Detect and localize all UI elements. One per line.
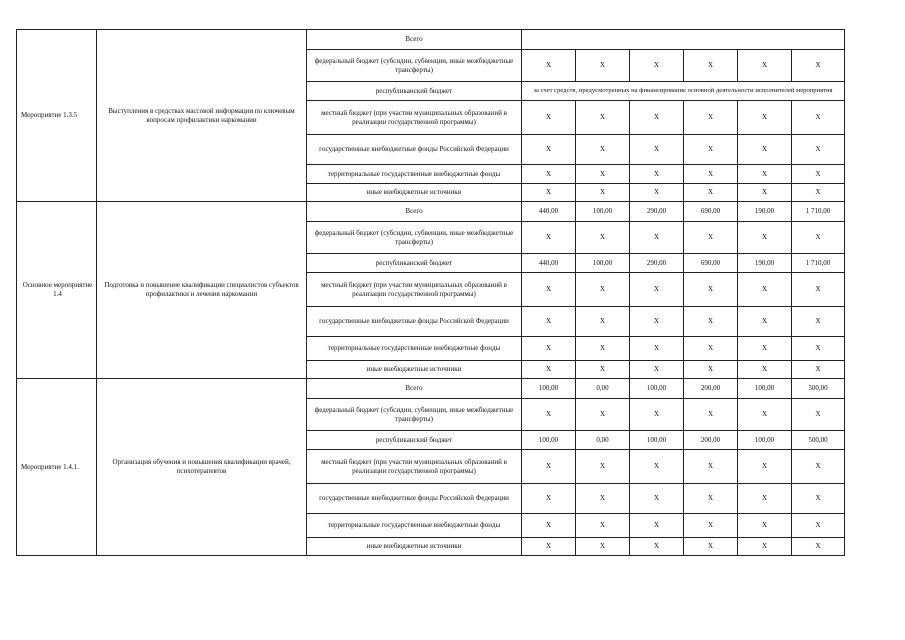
amount-cell: X xyxy=(738,337,792,361)
amount-cell: 100,00 xyxy=(576,202,630,222)
funding-source-label: государственные внебюджетные фонды Российской Федерации xyxy=(307,484,522,514)
amount-cell: X xyxy=(522,184,576,202)
budget-table xyxy=(16,29,845,556)
funding-source-label: федеральный бюджет (субсидии, субвенции, иные межбюджетные трансферты) xyxy=(307,50,522,82)
funding-source-label: иные внебюджетные источники xyxy=(307,184,522,202)
amount-cell: 500,00 xyxy=(792,379,845,399)
amount-cell: X xyxy=(738,50,792,82)
amount-cell: X xyxy=(630,101,684,135)
amount-cell: X xyxy=(576,307,630,337)
amount-cell: X xyxy=(684,101,738,135)
amount-cell: X xyxy=(522,399,576,431)
amount-cell: X xyxy=(738,135,792,165)
amount-cell: 290,00 xyxy=(630,254,684,273)
amount-cell: X xyxy=(792,50,845,82)
amount-cell: X xyxy=(522,361,576,379)
funding-source-label: территориальные государственные внебюджетные фонды xyxy=(307,514,522,538)
amount-cell: X xyxy=(684,50,738,82)
amount-cell: X xyxy=(684,514,738,538)
amount-cell: X xyxy=(522,307,576,337)
amount-cell: X xyxy=(576,399,630,431)
amount-cell: 440,00 xyxy=(522,254,576,273)
amount-cell: X xyxy=(576,514,630,538)
amount-cell: 100,00 xyxy=(522,431,576,450)
activity-name: Мероприятие 1.4.1. xyxy=(17,379,97,556)
amount-cell: X xyxy=(684,484,738,514)
amount-cell: X xyxy=(738,514,792,538)
amount-cell: 200,00 xyxy=(684,431,738,450)
funding-source-label: республиканский бюджет xyxy=(307,431,522,450)
amount-cell: X xyxy=(522,538,576,556)
amount-cell: X xyxy=(576,101,630,135)
amount-cell: X xyxy=(738,361,792,379)
amount-cell: X xyxy=(630,307,684,337)
amount-cell: 100,00 xyxy=(522,379,576,399)
amount-cell: X xyxy=(630,135,684,165)
amount-cell: X xyxy=(792,101,845,135)
amount-cell: X xyxy=(522,337,576,361)
activity-description: Выступления в средствах массовой информации по ключевым вопросам профилактики наркомании xyxy=(97,30,307,202)
funding-source-label: Всего xyxy=(307,202,522,222)
funding-source-label: местный бюджет (при участии муниципальных образований в реализации государственной программы) xyxy=(307,450,522,484)
amount-cell: X xyxy=(576,361,630,379)
amount-cell: X xyxy=(684,184,738,202)
amount-cell: 100,00 xyxy=(630,379,684,399)
amount-cell: 190,00 xyxy=(738,202,792,222)
section-1-4-1-row-total xyxy=(17,379,845,399)
amount-cell: 100,00 xyxy=(738,379,792,399)
funding-source-label: Всего xyxy=(307,30,522,50)
amount-cell: X xyxy=(630,165,684,184)
amount-cell: 440,00 xyxy=(522,202,576,222)
amount-cell: X xyxy=(792,273,845,307)
amount-cell: X xyxy=(576,337,630,361)
activity-name: Основное мероприятие 1.4 xyxy=(17,202,97,379)
amount-cell: X xyxy=(792,361,845,379)
amount-cell: X xyxy=(684,399,738,431)
amount-cell: 1 710,00 xyxy=(792,202,845,222)
amount-cell: X xyxy=(522,514,576,538)
amount-cell: X xyxy=(576,538,630,556)
amount-cell: X xyxy=(684,222,738,254)
amount-cell: X xyxy=(684,361,738,379)
funding-note: за счет средств, предусмотренных на финансирование основной деятельности исполнителей мероприятия xyxy=(522,82,845,101)
amount-cell: X xyxy=(576,273,630,307)
amount-cell: X xyxy=(792,165,845,184)
amount-cell: 500,00 xyxy=(792,431,845,450)
amount-cell: X xyxy=(792,222,845,254)
amount-cell: X xyxy=(792,307,845,337)
amount-cell: X xyxy=(792,450,845,484)
activity-name: Мероприятие 1.3.5 xyxy=(17,30,97,202)
activity-description: Организация обучения и повышения квалификации врачей, психотерапевтов xyxy=(97,379,307,556)
amount-cell: X xyxy=(792,337,845,361)
funding-source-label: иные внебюджетные источники xyxy=(307,361,522,379)
amount-cell: 190,00 xyxy=(738,254,792,273)
amount-cell: X xyxy=(738,307,792,337)
amount-cell: X xyxy=(630,50,684,82)
amount-cell: X xyxy=(630,337,684,361)
amount-cell: 0,00 xyxy=(576,431,630,450)
amount-cell: X xyxy=(738,273,792,307)
amount-cell: X xyxy=(630,361,684,379)
funding-source-label: республиканский бюджет xyxy=(307,254,522,273)
funding-source-label: Всего xyxy=(307,379,522,399)
amount-cell: X xyxy=(792,135,845,165)
activity-description: Подготовка и повышение квалификации специалистов субъектов профилактики и лечения наркомании xyxy=(97,202,307,379)
funding-source-label: местный бюджет (при участии муниципальных образований в реализации государственной программы) xyxy=(307,273,522,307)
amount-cell: X xyxy=(522,50,576,82)
amount-cell: 290,00 xyxy=(630,202,684,222)
amount-cell: X xyxy=(522,165,576,184)
amount-cell: X xyxy=(738,222,792,254)
amount-cell: X xyxy=(522,484,576,514)
amount-cell: X xyxy=(576,135,630,165)
section-1-3-5-row-total xyxy=(17,30,845,50)
amount-cell: X xyxy=(576,222,630,254)
amount-cell: X xyxy=(522,101,576,135)
amount-cell: X xyxy=(630,484,684,514)
amount-cell: X xyxy=(684,337,738,361)
amount-cell: X xyxy=(738,450,792,484)
amount-cell: 100,00 xyxy=(738,431,792,450)
amount-cell: X xyxy=(630,273,684,307)
amount-cell: X xyxy=(576,184,630,202)
amount-cell: X xyxy=(576,450,630,484)
amount-cell: X xyxy=(792,514,845,538)
amount-cell: X xyxy=(630,184,684,202)
amount-cell: X xyxy=(792,184,845,202)
amount-cell: X xyxy=(630,514,684,538)
amount-cell: X xyxy=(522,222,576,254)
amount-cell: X xyxy=(576,165,630,184)
amount-cell: X xyxy=(630,399,684,431)
amount-cell: X xyxy=(684,538,738,556)
amount-cell: X xyxy=(522,273,576,307)
amount-cell: 0,00 xyxy=(576,379,630,399)
amount-cell: 100,00 xyxy=(576,254,630,273)
amount-cell: X xyxy=(738,484,792,514)
amount-cell: X xyxy=(792,484,845,514)
funding-source-label: федеральный бюджет (субсидии, субвенции, иные межбюджетные трансферты) xyxy=(307,222,522,254)
amount-cell: X xyxy=(738,101,792,135)
total-blank-cell xyxy=(522,30,845,50)
amount-cell: X xyxy=(684,450,738,484)
amount-cell: X xyxy=(738,538,792,556)
funding-source-label: иные внебюджетные источники xyxy=(307,538,522,556)
funding-source-label: республиканский бюджет xyxy=(307,82,522,101)
amount-cell: X xyxy=(576,50,630,82)
amount-cell: X xyxy=(684,273,738,307)
amount-cell: 690,00 xyxy=(684,202,738,222)
funding-source-label: территориальные государственные внебюджетные фонды xyxy=(307,165,522,184)
amount-cell: X xyxy=(522,450,576,484)
funding-source-label: государственные внебюджетные фонды Российской Федерации xyxy=(307,135,522,165)
amount-cell: X xyxy=(684,135,738,165)
funding-source-label: федеральный бюджет (субсидии, субвенции, иные межбюджетные трансферты) xyxy=(307,399,522,431)
funding-source-label: государственные внебюджетные фонды Российской Федерации xyxy=(307,307,522,337)
amount-cell: X xyxy=(738,184,792,202)
amount-cell: X xyxy=(684,165,738,184)
section-1-4-row-total xyxy=(17,202,845,222)
amount-cell: X xyxy=(630,450,684,484)
amount-cell: X xyxy=(630,222,684,254)
amount-cell: 690,00 xyxy=(684,254,738,273)
amount-cell: X xyxy=(522,135,576,165)
amount-cell: X xyxy=(576,484,630,514)
funding-source-label: местный бюджет (при участии муниципальных образований в реализации государственной программы) xyxy=(307,101,522,135)
amount-cell: X xyxy=(792,538,845,556)
amount-cell: X xyxy=(738,399,792,431)
amount-cell: 200,00 xyxy=(684,379,738,399)
amount-cell: X xyxy=(792,399,845,431)
funding-source-label: территориальные государственные внебюджетные фонды xyxy=(307,337,522,361)
amount-cell: 1 710,00 xyxy=(792,254,845,273)
amount-cell: X xyxy=(738,165,792,184)
amount-cell: X xyxy=(684,307,738,337)
table-body xyxy=(17,30,845,556)
amount-cell: X xyxy=(630,538,684,556)
amount-cell: 100,00 xyxy=(630,431,684,450)
